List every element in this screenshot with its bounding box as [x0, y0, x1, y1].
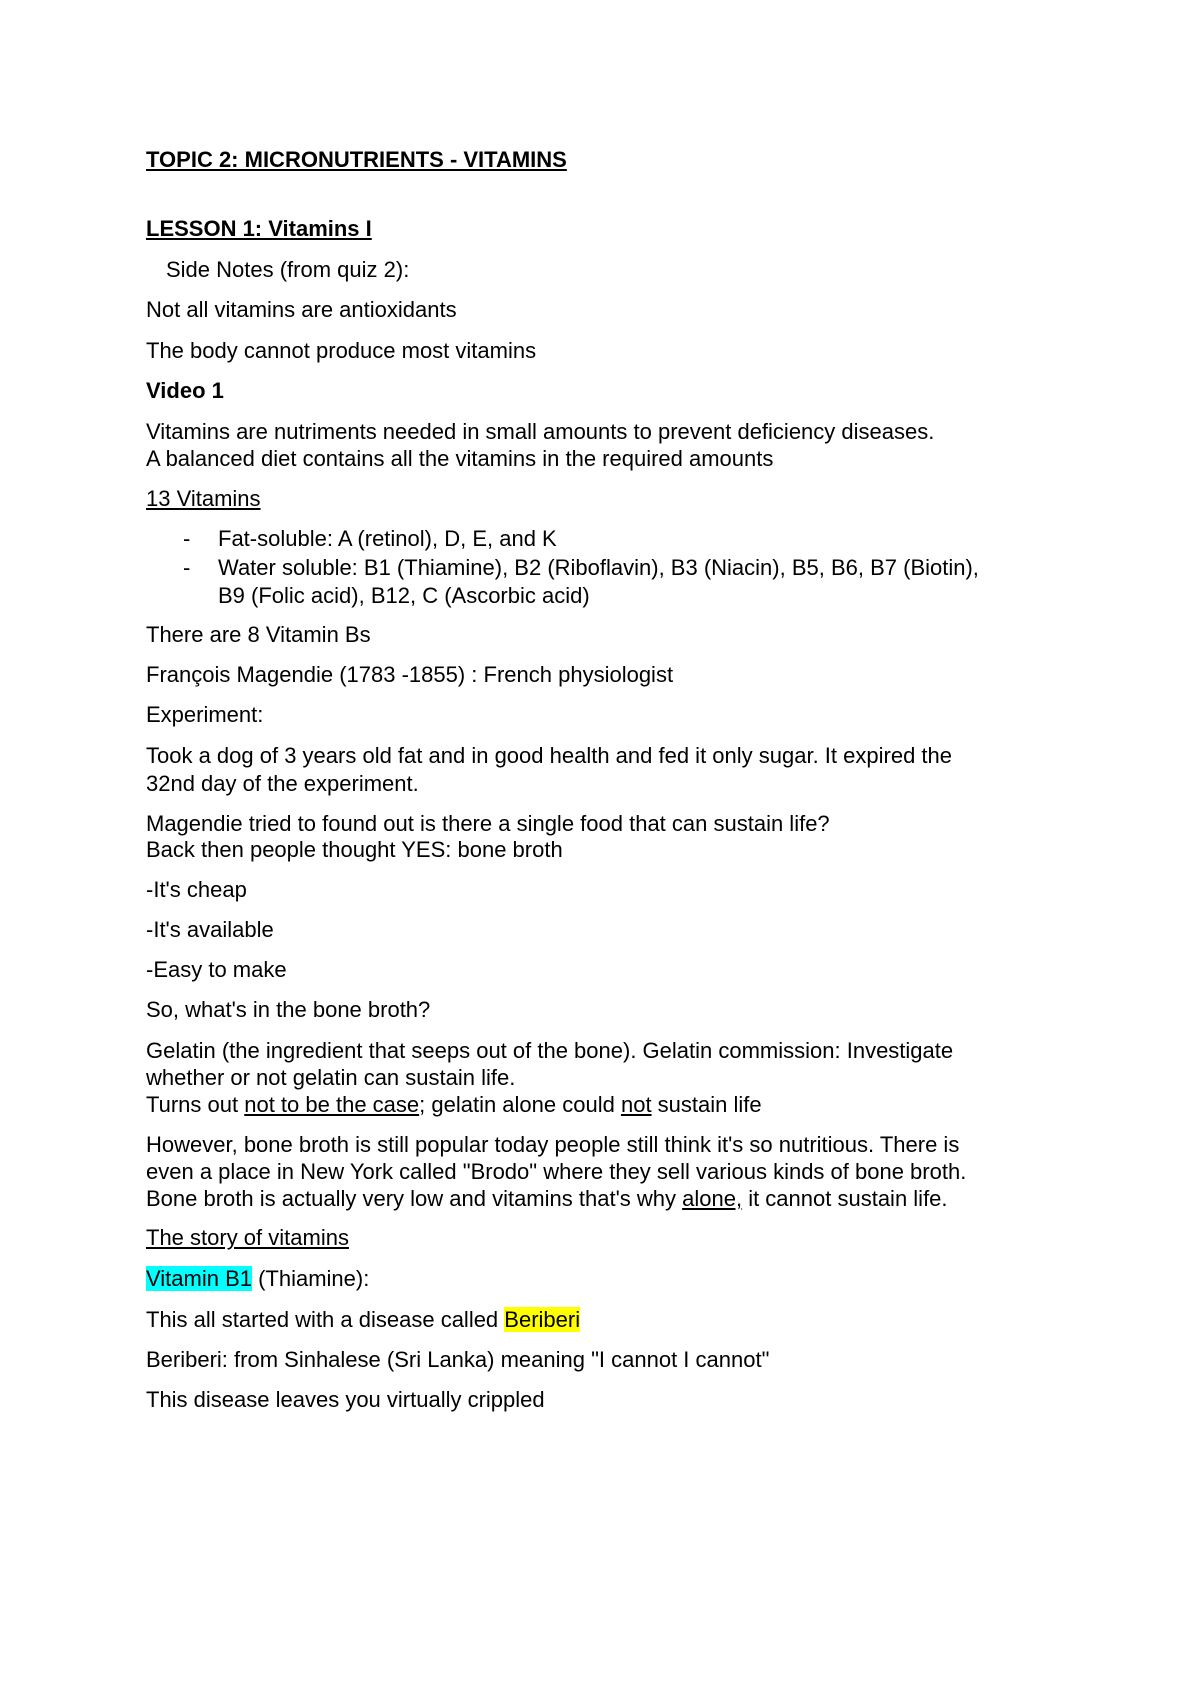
however-line-3: [146, 1185, 948, 1213]
story-heading: The story of vitamins: [146, 1225, 349, 1250]
dog-line-2: 32nd day of the experiment.: [146, 771, 419, 796]
side-note-2: The body cannot produce most vitamins: [146, 338, 537, 363]
reason-cheap: -It's cheap: [146, 877, 247, 902]
tried-line-2: Back then people thought YES: bone broth: [146, 837, 563, 862]
crippled-line: This disease leaves you virtually crippled: [146, 1387, 545, 1412]
topic-title: TOPIC 2: MICRONUTRIENTS - VITAMINS: [146, 147, 567, 172]
video-heading: Video 1: [146, 378, 224, 403]
turns-out-text-a: Turns out: [146, 1092, 245, 1117]
vitamin-b1-rest: (Thiamine):: [251, 1266, 370, 1291]
vitamin-bs-line: There are 8 Vitamin Bs: [146, 622, 371, 647]
bullet-dash-fat: -: [183, 526, 191, 551]
turns-out-line: [146, 1091, 762, 1119]
however-text-b: alone,: [682, 1186, 743, 1211]
however-line-1: However, bone broth is still popular today people still think it's so nutritious. There is: [146, 1132, 960, 1157]
intro-line-1: Vitamins are nutriments needed in small amounts to prevent deficiency diseases.: [146, 419, 935, 444]
vitamin-b1-highlight: Vitamin B1: [146, 1266, 252, 1291]
experiment-label: Experiment:: [146, 702, 264, 727]
dog-line-1: Took a dog of 3 years old fat and in good health and fed it only sugar. It expired the: [146, 743, 952, 768]
bullet-dash-water: -: [183, 555, 191, 580]
tried-line-1: Magendie tried to found out is there a single food that can sustain life?: [146, 811, 830, 836]
turns-out-text-e: sustain life: [651, 1092, 762, 1117]
bullet-fat-soluble: Fat-soluble: A (retinol), D, E, and K: [218, 526, 557, 551]
gelatin-line-2: whether or not gelatin can sustain life.: [146, 1065, 516, 1090]
turns-out-text-b: not to be the case: [244, 1092, 420, 1117]
whats-in-line: So, what's in the bone broth?: [146, 997, 431, 1022]
turns-out-text-d: not: [620, 1092, 652, 1117]
however-text-a: Bone broth is actually very low and vitamins that's why: [146, 1186, 683, 1211]
turns-out-text-c: ; gelatin alone could: [419, 1092, 621, 1117]
reason-available: -It's available: [146, 917, 274, 942]
vitamin-b1-line: [146, 1265, 369, 1293]
however-text-c: it cannot sustain life.: [742, 1186, 948, 1211]
intro-line-2: A balanced diet contains all the vitamins in the required amounts: [146, 446, 774, 471]
beriberi-highlight: Beriberi: [504, 1307, 581, 1332]
side-note-1: Not all vitamins are antioxidants: [146, 297, 457, 322]
however-line-2: even a place in New York called "Brodo" where they sell various kinds of bone broth.: [146, 1159, 967, 1184]
beriberi-definition: Beriberi: from Sinhalese (Sri Lanka) meaning "I cannot I cannot": [146, 1347, 770, 1372]
bullet-water-soluble-line-1: Water soluble: B1 (Thiamine), B2 (Riboflavin), B3 (Niacin), B5, B6, B7 (Biotin),: [218, 555, 979, 580]
magendie-line: François Magendie (1783 -1855) : French physiologist: [146, 662, 674, 687]
started-text: This all started with a disease called: [146, 1307, 505, 1332]
started-line: [146, 1306, 580, 1334]
gelatin-line-1: Gelatin (the ingredient that seeps out of the bone). Gelatin commission: Investigate: [146, 1038, 954, 1063]
lesson-title: LESSON 1: Vitamins I: [146, 216, 372, 241]
side-notes-label: Side Notes (from quiz 2):: [166, 257, 410, 282]
reason-easy: -Easy to make: [146, 957, 287, 982]
vitamins-heading: 13 Vitamins: [146, 486, 261, 511]
bullet-water-soluble-line-2: B9 (Folic acid), B12, C (Ascorbic acid): [218, 583, 590, 608]
